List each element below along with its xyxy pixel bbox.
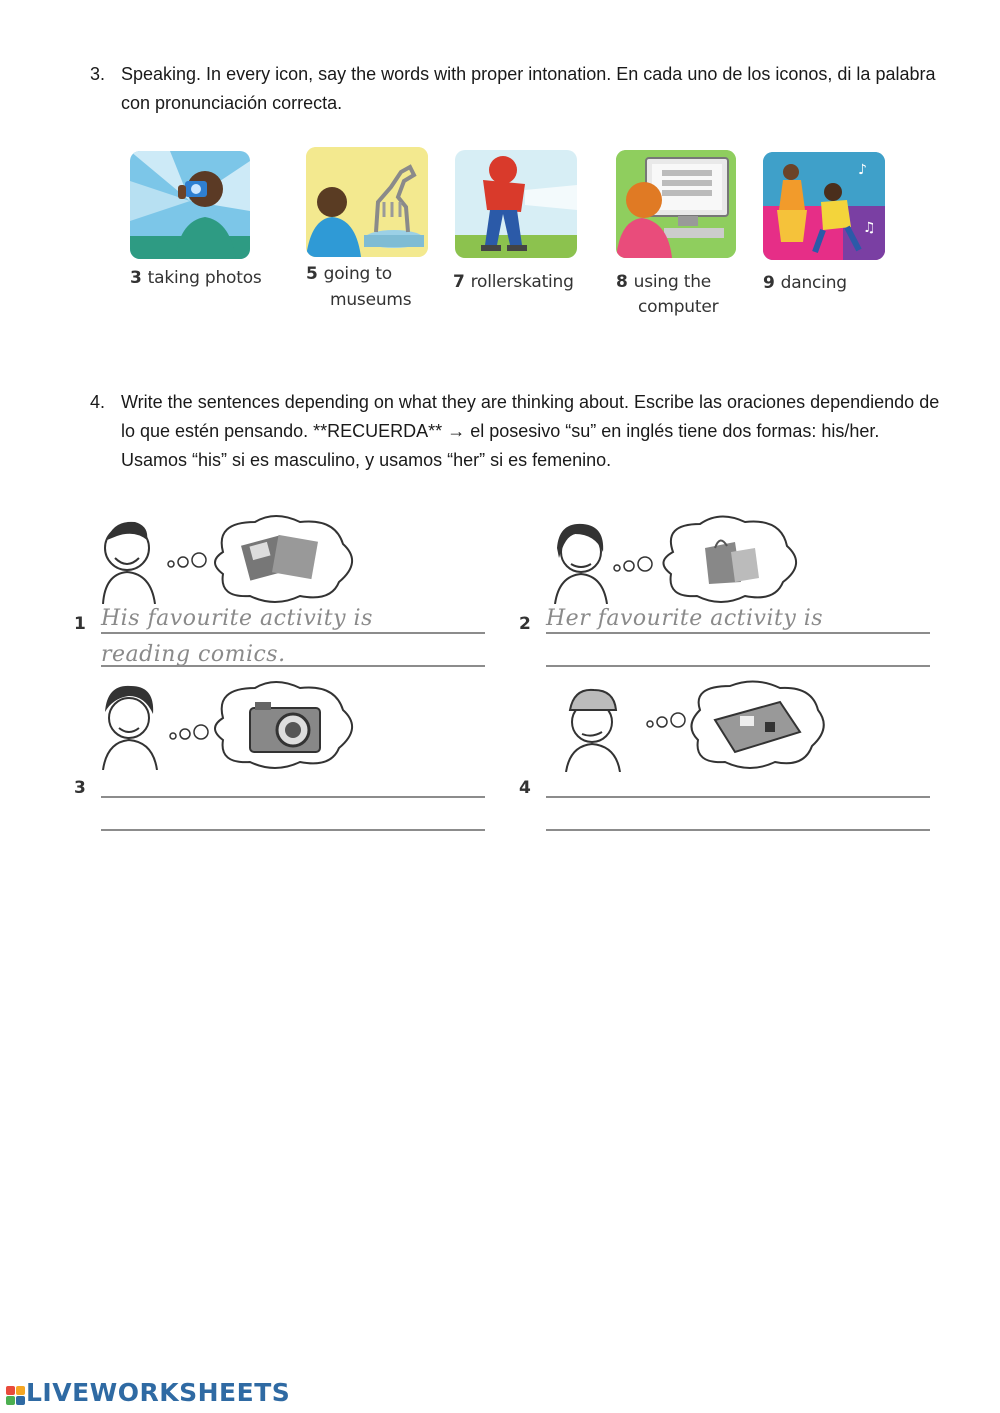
answer-line[interactable] [546, 796, 930, 798]
instruction-text: Speaking. In every icon, say the words with proper intonation. En cada uno de los iconos, di la palabra con pronunciación correcta. [121, 64, 936, 113]
exercise-number: 2 [519, 614, 531, 634]
instruction-3 [90, 60, 940, 118]
boy-thinking-board-game-icon [560, 680, 830, 772]
exercise-number: 3 [74, 778, 86, 798]
answer-line[interactable] [101, 665, 485, 667]
dancing-icon [763, 152, 885, 260]
brand-name[interactable]: LIVEWORKSHEETS [26, 1378, 291, 1407]
icon-caption: 3 taking photos [130, 268, 262, 288]
answer-text: His favourite activity is [101, 606, 373, 631]
computer-icon [616, 150, 736, 258]
rollerskater-icon [455, 150, 577, 258]
girl-thinking-shopping-icon [545, 512, 805, 604]
answer-line[interactable] [101, 632, 485, 634]
instruction-text: Write the sentences depending on what they are thinking about. Escribe las oraciones dependiendo de lo que estén pensando. **RECUERDA** → el posesivo “su” en inglés tiene dos formas: his/her. Usamos “his” si es masculino, y usamos “her” si es femenino. [121, 392, 940, 470]
svg-text:♪: ♪ [858, 162, 867, 178]
answer-line[interactable] [546, 665, 930, 667]
boy-thinking-camera-icon [95, 678, 365, 770]
answer-text: Her favourite activity is [546, 606, 824, 631]
instruction-4 [90, 388, 940, 475]
liveworksheets-logo-icon [6, 1380, 26, 1410]
icon-caption: 5 going to [306, 264, 392, 284]
icon-caption-line2: museums [330, 290, 412, 310]
answer-line[interactable] [546, 829, 930, 831]
instruction-number: 4. [90, 392, 106, 412]
boy-thinking-comics-icon [95, 512, 365, 604]
exercise-number: 1 [74, 614, 86, 634]
answer-text: reading comics. [101, 642, 286, 667]
answer-line[interactable] [546, 632, 930, 634]
answer-line[interactable] [101, 829, 485, 831]
instruction-number: 3. [90, 64, 106, 84]
svg-text:♫: ♫ [863, 220, 876, 236]
camera-boy-icon [130, 151, 250, 259]
icon-caption: 9 dancing [763, 273, 847, 293]
museum-dinosaur-icon [306, 147, 428, 257]
icon-caption: 7 rollerskating [453, 272, 574, 292]
exercise-number: 4 [519, 778, 531, 798]
icon-caption-line2: computer [638, 297, 719, 317]
icon-caption: 8 using the [616, 272, 712, 292]
answer-line[interactable] [101, 796, 485, 798]
